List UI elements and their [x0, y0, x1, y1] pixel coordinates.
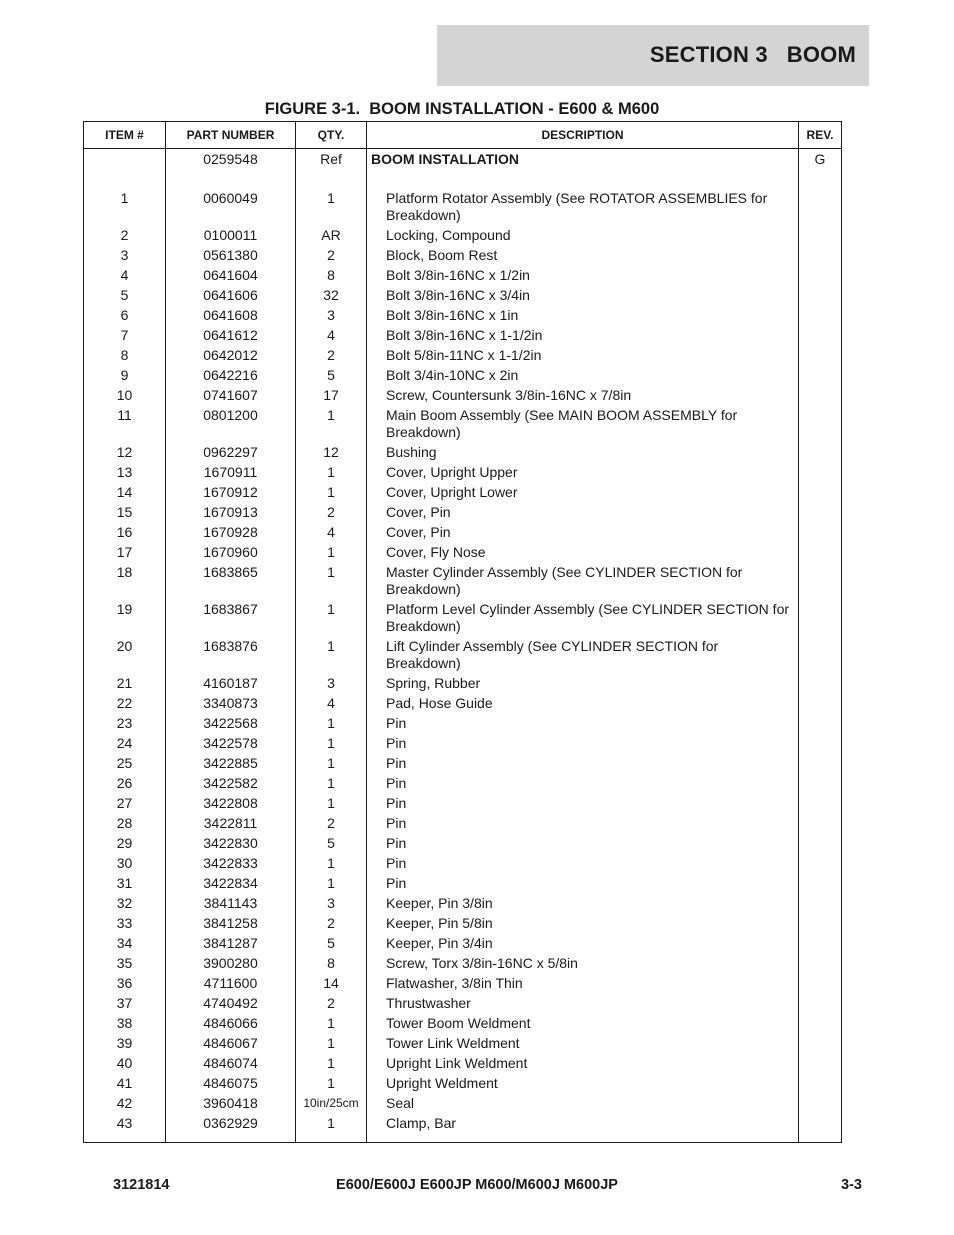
rev-cell — [799, 673, 842, 693]
rev-cell — [799, 753, 842, 773]
description-cell: Keeper, Pin 5/8in — [367, 913, 799, 933]
qty-cell: 1 — [296, 405, 367, 442]
table-row — [84, 245, 842, 265]
section-banner — [437, 25, 869, 86]
description-cell: Bolt 3/4in-10NC x 2in — [367, 365, 799, 385]
qty-cell: 4 — [296, 693, 367, 713]
part-number-cell: 1670912 — [166, 482, 296, 502]
table-row — [84, 345, 842, 365]
description-cell: Platform Rotator Assembly (See ROTATOR ASSEMBLIES for Breakdown) — [367, 188, 799, 225]
table-row — [84, 853, 842, 873]
part-number-cell: 3841258 — [166, 913, 296, 933]
description-cell: Bolt 3/8in-16NC x 3/4in — [367, 285, 799, 305]
rev-cell — [799, 873, 842, 893]
item-cell: 29 — [84, 833, 166, 853]
item-cell: 24 — [84, 733, 166, 753]
rev-cell — [799, 853, 842, 873]
rev-cell — [799, 933, 842, 953]
item-cell: 35 — [84, 953, 166, 973]
qty-cell: 8 — [296, 953, 367, 973]
item-cell: 41 — [84, 1073, 166, 1093]
item-cell: 25 — [84, 753, 166, 773]
description-cell: Bolt 5/8in-11NC x 1-1/2in — [367, 345, 799, 365]
rev-cell — [799, 773, 842, 793]
qty-cell: 17 — [296, 385, 367, 405]
part-number-cell: 3340873 — [166, 693, 296, 713]
qty-cell: 1 — [296, 542, 367, 562]
table-row — [84, 542, 842, 562]
description-cell: Master Cylinder Assembly (See CYLINDER SECTION for Breakdown) — [367, 562, 799, 599]
table-row — [84, 1073, 842, 1093]
qty-cell: 1 — [296, 1053, 367, 1073]
description-cell: Clamp, Bar — [367, 1113, 799, 1142]
main-rev-cell: G — [799, 149, 842, 189]
rev-cell — [799, 405, 842, 442]
qty-cell: 2 — [296, 245, 367, 265]
description-cell: Locking, Compound — [367, 225, 799, 245]
table-row — [84, 753, 842, 773]
item-cell: 20 — [84, 636, 166, 673]
rev-cell — [799, 813, 842, 833]
item-cell: 43 — [84, 1113, 166, 1142]
description-cell: Tower Link Weldment — [367, 1033, 799, 1053]
part-number-cell: 3841143 — [166, 893, 296, 913]
rev-cell — [799, 1053, 842, 1073]
part-number-cell: 0561380 — [166, 245, 296, 265]
description-cell: Pin — [367, 833, 799, 853]
description-cell: Lift Cylinder Assembly (See CYLINDER SECTION for Breakdown) — [367, 636, 799, 673]
item-cell: 3 — [84, 245, 166, 265]
part-number-cell: 0642012 — [166, 345, 296, 365]
item-cell: 33 — [84, 913, 166, 933]
qty-cell: 3 — [296, 673, 367, 693]
item-cell: 13 — [84, 462, 166, 482]
qty-cell: 1 — [296, 482, 367, 502]
description-cell: Keeper, Pin 3/4in — [367, 933, 799, 953]
item-cell: 37 — [84, 993, 166, 1013]
part-number-cell: 3960418 — [166, 1093, 296, 1113]
part-number-cell: 1670911 — [166, 462, 296, 482]
item-cell: 6 — [84, 305, 166, 325]
item-cell: 40 — [84, 1053, 166, 1073]
part-number-cell: 3422811 — [166, 813, 296, 833]
table-row — [84, 305, 842, 325]
parts-table — [83, 121, 842, 1143]
part-number-cell: 3422578 — [166, 733, 296, 753]
table-row — [84, 913, 842, 933]
rev-cell — [799, 733, 842, 753]
table-row — [84, 325, 842, 345]
item-cell: 11 — [84, 405, 166, 442]
table-row — [84, 265, 842, 285]
part-number-cell: 4846074 — [166, 1053, 296, 1073]
table-row — [84, 1033, 842, 1053]
rev-cell — [799, 993, 842, 1013]
table-row — [84, 502, 842, 522]
part-number-cell: 0962297 — [166, 442, 296, 462]
rev-cell — [799, 713, 842, 733]
description-cell: Block, Boom Rest — [367, 245, 799, 265]
description-cell: Bushing — [367, 442, 799, 462]
table-row — [84, 793, 842, 813]
part-number-cell: 3422582 — [166, 773, 296, 793]
parts-table-body — [84, 149, 842, 1143]
table-row — [84, 993, 842, 1013]
qty-cell: 1 — [296, 1033, 367, 1053]
qty-cell: 1 — [296, 462, 367, 482]
part-number-cell: 0801200 — [166, 405, 296, 442]
table-row — [84, 385, 842, 405]
part-number-cell: 4711600 — [166, 973, 296, 993]
description-cell: Pin — [367, 853, 799, 873]
qty-cell: 1 — [296, 853, 367, 873]
item-cell: 7 — [84, 325, 166, 345]
qty-cell: 1 — [296, 733, 367, 753]
table-row — [84, 636, 842, 673]
description-cell: Platform Level Cylinder Assembly (See CYLINDER SECTION for Breakdown) — [367, 599, 799, 636]
item-cell: 16 — [84, 522, 166, 542]
table-row — [84, 562, 842, 599]
table-header-row — [84, 122, 842, 149]
qty-cell: 1 — [296, 562, 367, 599]
rev-cell — [799, 893, 842, 913]
rev-cell — [799, 245, 842, 265]
item-cell: 4 — [84, 265, 166, 285]
rev-cell — [799, 1073, 842, 1093]
table-row — [84, 673, 842, 693]
item-cell: 8 — [84, 345, 166, 365]
item-cell: 26 — [84, 773, 166, 793]
qty-cell: 1 — [296, 188, 367, 225]
table-row — [84, 599, 842, 636]
rev-cell — [799, 542, 842, 562]
part-number-cell: 3422833 — [166, 853, 296, 873]
description-cell: Pin — [367, 873, 799, 893]
item-cell: 15 — [84, 502, 166, 522]
part-number-cell: 0741607 — [166, 385, 296, 405]
table-row — [84, 773, 842, 793]
table-row — [84, 953, 842, 973]
rev-cell — [799, 599, 842, 636]
table-row — [84, 933, 842, 953]
part-number-cell: 0641606 — [166, 285, 296, 305]
item-cell: 17 — [84, 542, 166, 562]
qty-cell: 1 — [296, 599, 367, 636]
qty-cell: 3 — [296, 305, 367, 325]
part-number-cell: 1670913 — [166, 502, 296, 522]
part-number-cell: 4160187 — [166, 673, 296, 693]
table-row — [84, 873, 842, 893]
rev-cell — [799, 462, 842, 482]
item-cell: 18 — [84, 562, 166, 599]
description-cell: Upright Weldment — [367, 1073, 799, 1093]
qty-cell: 5 — [296, 833, 367, 853]
rev-cell — [799, 365, 842, 385]
part-number-cell: 3422568 — [166, 713, 296, 733]
item-cell: 1 — [84, 188, 166, 225]
description-cell: Main Boom Assembly (See MAIN BOOM ASSEMBLY for Breakdown) — [367, 405, 799, 442]
part-number-cell: 1683865 — [166, 562, 296, 599]
description-cell: Flatwasher, 3/8in Thin — [367, 973, 799, 993]
rev-cell — [799, 345, 842, 365]
part-number-cell: 1670928 — [166, 522, 296, 542]
description-cell: Screw, Countersunk 3/8in-16NC x 7/8in — [367, 385, 799, 405]
rev-cell — [799, 285, 842, 305]
main-assembly-row — [84, 149, 842, 189]
qty-cell: 2 — [296, 345, 367, 365]
description-cell: Seal — [367, 1093, 799, 1113]
part-number-cell: 0362929 — [166, 1113, 296, 1142]
qty-cell: 1 — [296, 753, 367, 773]
table-row — [84, 482, 842, 502]
qty-cell: 1 — [296, 636, 367, 673]
table-row — [84, 462, 842, 482]
description-cell: Bolt 3/8in-16NC x 1/2in — [367, 265, 799, 285]
rev-cell — [799, 265, 842, 285]
description-cell: Pin — [367, 813, 799, 833]
part-number-cell: 3841287 — [166, 933, 296, 953]
rev-cell — [799, 1113, 842, 1142]
rev-cell — [799, 1033, 842, 1053]
table-row — [84, 522, 842, 542]
qty-cell: 1 — [296, 1013, 367, 1033]
table-row — [84, 405, 842, 442]
column-header-part-number: PART NUMBER — [166, 122, 296, 149]
item-cell: 14 — [84, 482, 166, 502]
part-number-cell: 3422808 — [166, 793, 296, 813]
main-part-number-cell: 0259548 — [166, 149, 296, 189]
qty-cell: 8 — [296, 265, 367, 285]
part-number-cell: 0642216 — [166, 365, 296, 385]
description-cell: Cover, Upright Lower — [367, 482, 799, 502]
qty-cell: 5 — [296, 365, 367, 385]
item-cell: 28 — [84, 813, 166, 833]
table-row — [84, 365, 842, 385]
table-row — [84, 713, 842, 733]
rev-cell — [799, 833, 842, 853]
table-row — [84, 1093, 842, 1113]
description-cell: Cover, Pin — [367, 522, 799, 542]
rev-cell — [799, 693, 842, 713]
rev-cell — [799, 305, 842, 325]
rev-cell — [799, 636, 842, 673]
footer-doc-number: 3121814 — [113, 1177, 170, 1193]
qty-cell: 3 — [296, 893, 367, 913]
table-row — [84, 188, 842, 225]
qty-cell: 4 — [296, 325, 367, 345]
column-header-qty: QTY. — [296, 122, 367, 149]
item-cell: 5 — [84, 285, 166, 305]
column-header-description: DESCRIPTION — [367, 122, 799, 149]
item-cell: 9 — [84, 365, 166, 385]
description-cell: Pin — [367, 733, 799, 753]
table-row — [84, 813, 842, 833]
description-cell: Tower Boom Weldment — [367, 1013, 799, 1033]
rev-cell — [799, 442, 842, 462]
qty-cell: 5 — [296, 933, 367, 953]
qty-cell: 10in/25cm — [296, 1093, 367, 1113]
item-cell: 30 — [84, 853, 166, 873]
item-cell: 42 — [84, 1093, 166, 1113]
description-cell: Screw, Torx 3/8in-16NC x 5/8in — [367, 953, 799, 973]
rev-cell — [799, 188, 842, 225]
table-row — [84, 973, 842, 993]
column-header-item: ITEM # — [84, 122, 166, 149]
rev-cell — [799, 562, 842, 599]
part-number-cell: 0641612 — [166, 325, 296, 345]
part-number-cell: 3422885 — [166, 753, 296, 773]
table-row — [84, 893, 842, 913]
description-cell: Thrustwasher — [367, 993, 799, 1013]
item-cell: 31 — [84, 873, 166, 893]
table-row — [84, 693, 842, 713]
main-description-cell: BOOM INSTALLATION — [367, 149, 799, 189]
table-row — [84, 1113, 842, 1142]
rev-cell — [799, 502, 842, 522]
qty-cell: 2 — [296, 813, 367, 833]
item-cell: 23 — [84, 713, 166, 733]
qty-cell: 12 — [296, 442, 367, 462]
item-cell: 38 — [84, 1013, 166, 1033]
description-cell: Keeper, Pin 3/8in — [367, 893, 799, 913]
qty-cell: 2 — [296, 502, 367, 522]
rev-cell — [799, 482, 842, 502]
qty-cell: 2 — [296, 993, 367, 1013]
qty-cell: 1 — [296, 773, 367, 793]
section-title: SECTION 3 BOOM — [649, 42, 856, 67]
part-number-cell: 0641608 — [166, 305, 296, 325]
description-cell: Bolt 3/8in-16NC x 1in — [367, 305, 799, 325]
rev-cell — [799, 953, 842, 973]
qty-cell: 1 — [296, 793, 367, 813]
rev-cell — [799, 325, 842, 345]
rev-cell — [799, 1093, 842, 1113]
rev-cell — [799, 225, 842, 245]
column-header-rev: REV. — [799, 122, 842, 149]
qty-cell: 14 — [296, 973, 367, 993]
qty-cell: 1 — [296, 1073, 367, 1093]
part-number-cell: 3900280 — [166, 953, 296, 973]
main-item-cell — [84, 149, 166, 189]
table-row — [84, 442, 842, 462]
description-cell: Pin — [367, 773, 799, 793]
table-row — [84, 225, 842, 245]
description-cell: Spring, Rubber — [367, 673, 799, 693]
rev-cell — [799, 913, 842, 933]
description-cell: Pin — [367, 793, 799, 813]
description-cell: Cover, Fly Nose — [367, 542, 799, 562]
qty-cell: 1 — [296, 1113, 367, 1142]
rev-cell — [799, 973, 842, 993]
part-number-cell: 4846067 — [166, 1033, 296, 1053]
table-row — [84, 285, 842, 305]
rev-cell — [799, 522, 842, 542]
figure-title: FIGURE 3-1. BOOM INSTALLATION - E600 & M600 — [264, 100, 660, 118]
part-number-cell: 4846066 — [166, 1013, 296, 1033]
qty-cell: AR — [296, 225, 367, 245]
part-number-cell: 3422830 — [166, 833, 296, 853]
qty-cell: 1 — [296, 713, 367, 733]
qty-cell: 32 — [296, 285, 367, 305]
part-number-cell: 1683867 — [166, 599, 296, 636]
rev-cell — [799, 385, 842, 405]
item-cell: 10 — [84, 385, 166, 405]
main-qty-cell: Ref — [296, 149, 367, 189]
item-cell: 12 — [84, 442, 166, 462]
item-cell: 32 — [84, 893, 166, 913]
qty-cell: 2 — [296, 913, 367, 933]
rev-cell — [799, 793, 842, 813]
description-cell: Pin — [367, 713, 799, 733]
rev-cell — [799, 1013, 842, 1033]
table-row — [84, 1013, 842, 1033]
description-cell: Cover, Upright Upper — [367, 462, 799, 482]
part-number-cell: 1683876 — [166, 636, 296, 673]
part-number-cell: 4846075 — [166, 1073, 296, 1093]
part-number-cell: 1670960 — [166, 542, 296, 562]
table-row — [84, 833, 842, 853]
footer-page-number: 3-3 — [841, 1177, 862, 1193]
table-row — [84, 733, 842, 753]
item-cell: 2 — [84, 225, 166, 245]
description-cell: Cover, Pin — [367, 502, 799, 522]
description-cell: Bolt 3/8in-16NC x 1-1/2in — [367, 325, 799, 345]
item-cell: 22 — [84, 693, 166, 713]
item-cell: 19 — [84, 599, 166, 636]
description-cell: Pin — [367, 753, 799, 773]
item-cell: 27 — [84, 793, 166, 813]
item-cell: 21 — [84, 673, 166, 693]
description-cell: Pad, Hose Guide — [367, 693, 799, 713]
description-cell: Upright Link Weldment — [367, 1053, 799, 1073]
part-number-cell: 4740492 — [166, 993, 296, 1013]
part-number-cell: 3422834 — [166, 873, 296, 893]
part-number-cell: 0100011 — [166, 225, 296, 245]
item-cell: 36 — [84, 973, 166, 993]
table-row — [84, 1053, 842, 1073]
qty-cell: 1 — [296, 873, 367, 893]
part-number-cell: 0060049 — [166, 188, 296, 225]
part-number-cell: 0641604 — [166, 265, 296, 285]
footer-models: E600/E600J E600JP M600/M600J M600JP — [336, 1177, 618, 1193]
item-cell: 34 — [84, 933, 166, 953]
qty-cell: 4 — [296, 522, 367, 542]
item-cell: 39 — [84, 1033, 166, 1053]
